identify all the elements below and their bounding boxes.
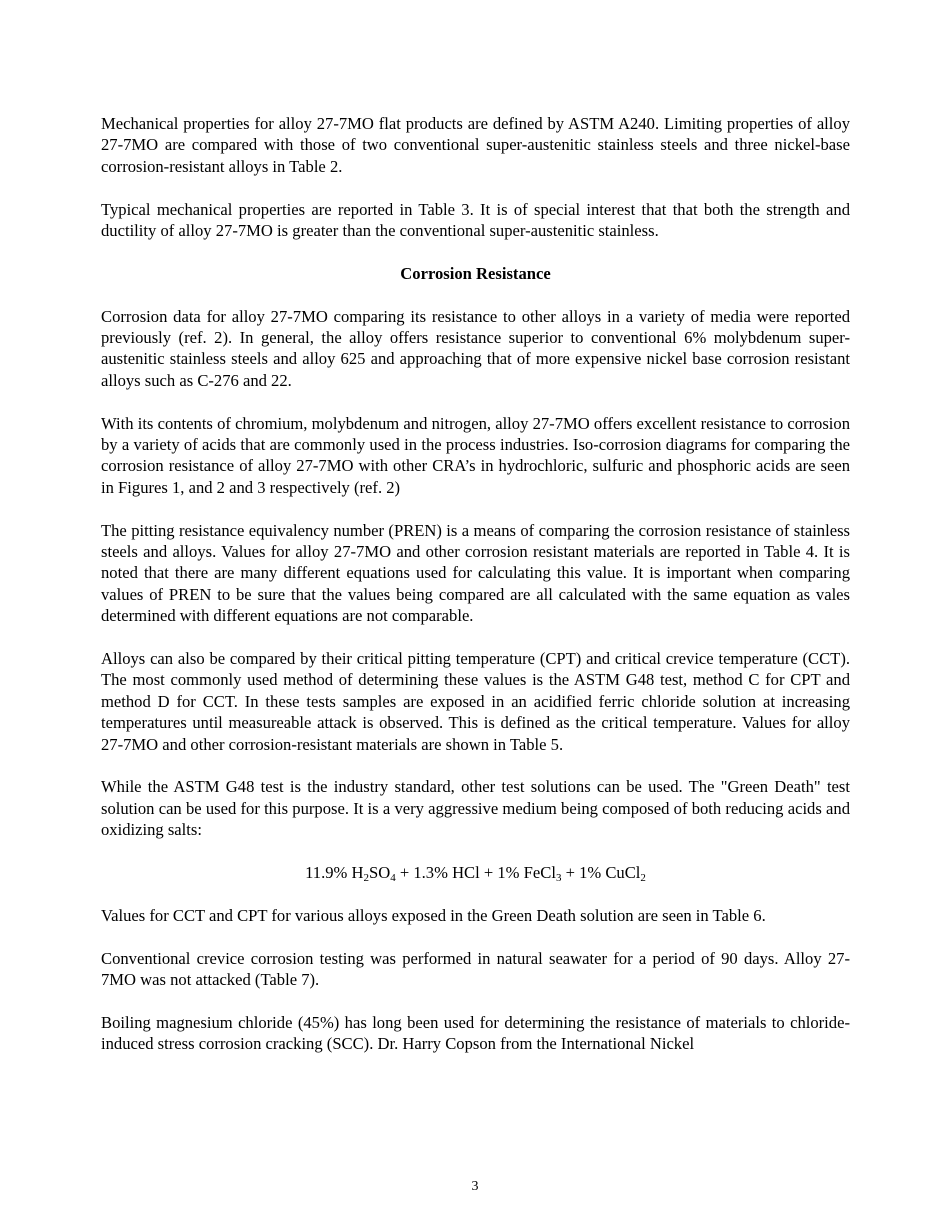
formula-subscript: 2 [640,872,646,885]
formula-part: + 1% CuCl [561,863,641,883]
paragraph-green-death: While the ASTM G48 test is the industry standard, other test solutions can be used. The "Green Death" test solution can be used for this purpose. It is a very aggressive medium being composed of both reducing acids and oxidizing salts: [101,777,850,840]
paragraph-seawater-testing: Conventional crevice corrosion testing was performed in natural seawater for a period of 90 days. Alloy 27-7MO was not attacked (Table 7). [101,948,850,990]
paragraph-corrosion-data: Corrosion data for alloy 27-7MO comparing its resistance to other alloys in a variety of media were reported previously (ref. 2). In general, the alloy offers resistance superior to conventional 6% molybdenum super-austenitic stainless steels and alloy 625 and approaching that of more expensive nickel base corrosion resistant alloys such as C-276 and 22. [101,306,850,390]
paragraph-pren: The pitting resistance equivalency number (PREN) is a means of comparing the corrosion resistance of stainless steels and alloys. Values for alloy 27-7MO and other corrosion resistant materials are reported in Table 4. It is noted that there are many different equations used for calculating this value. It is important when comparing values of PREN to be sure that the values being compared are all calculated with the same equation as vales determined with different equations are not comparable. [101,520,850,626]
paragraph-green-death-values: Values for CCT and CPT for various alloys exposed in the Green Death solution are seen in Table 6. [101,905,766,925]
paragraph-cpt-cct: Alloys can also be compared by their critical pitting temperature (CPT) and critical crevice temperature (CCT). The most commonly used method of determining these values is the ASTM G48 test, method C for CPT and method D for CCT. In these tests samples are exposed in an acidified ferric chloride solution at increasing temperatures until measureable attack is observed. This is defined as the critical temperature. Values for alloy 27-7MO and other corrosion-resistant materials are shown in Table 5. [101,649,850,754]
paragraph-magnesium-chloride: Boiling magnesium chloride (45%) has long been used for determining the resistance of materials to chloride-induced stress corrosion cracking (SCC). Dr. Harry Copson from the International Nickel [101,1012,850,1054]
formula-part: 11.9% H [305,863,364,883]
paragraph-acid-resistance: With its contents of chromium, molybdenum and nitrogen, alloy 27-7MO offers excellent resistance to corrosion by a variety of acids that are commonly used in the process industries. Iso-corrosion diagrams for comparing the corrosion resistance of alloy 27-7MO with other CRA’s in hydrochloric, sulfuric and phosphoric acids are seen in Figures 1, and 2 and 3 respectively (ref. 2) [101,413,850,497]
page-number: 3 [471,1179,479,1194]
paragraph-typical-properties: Typical mechanical properties are reported in Table 3. It is of special interest that that both the strength and ductility of alloy 27-7MO is greater than the conventional super-austenitic stainless. [101,199,850,241]
formula-part: SO [368,863,391,883]
formula-subscript: 4 [390,872,396,885]
formula-subscript: 3 [555,872,562,885]
section-heading-corrosion-resistance: Corrosion Resistance [400,263,551,283]
paragraph-mechanical-properties: Mechanical properties for alloy 27-7MO flat products are defined by ASTM A240. Limiting properties of alloy 27-7MO are compared with those of two conventional super-austenitic stainless steels and three nickel-base corrosion-resistant alloys in Table 2. [101,114,850,176]
green-death-formula [101,862,850,883]
formula-part: + 1.3% HCl + 1% FeCl [395,863,556,883]
document-body [101,113,850,1076]
formula-subscript: 2 [363,872,369,885]
